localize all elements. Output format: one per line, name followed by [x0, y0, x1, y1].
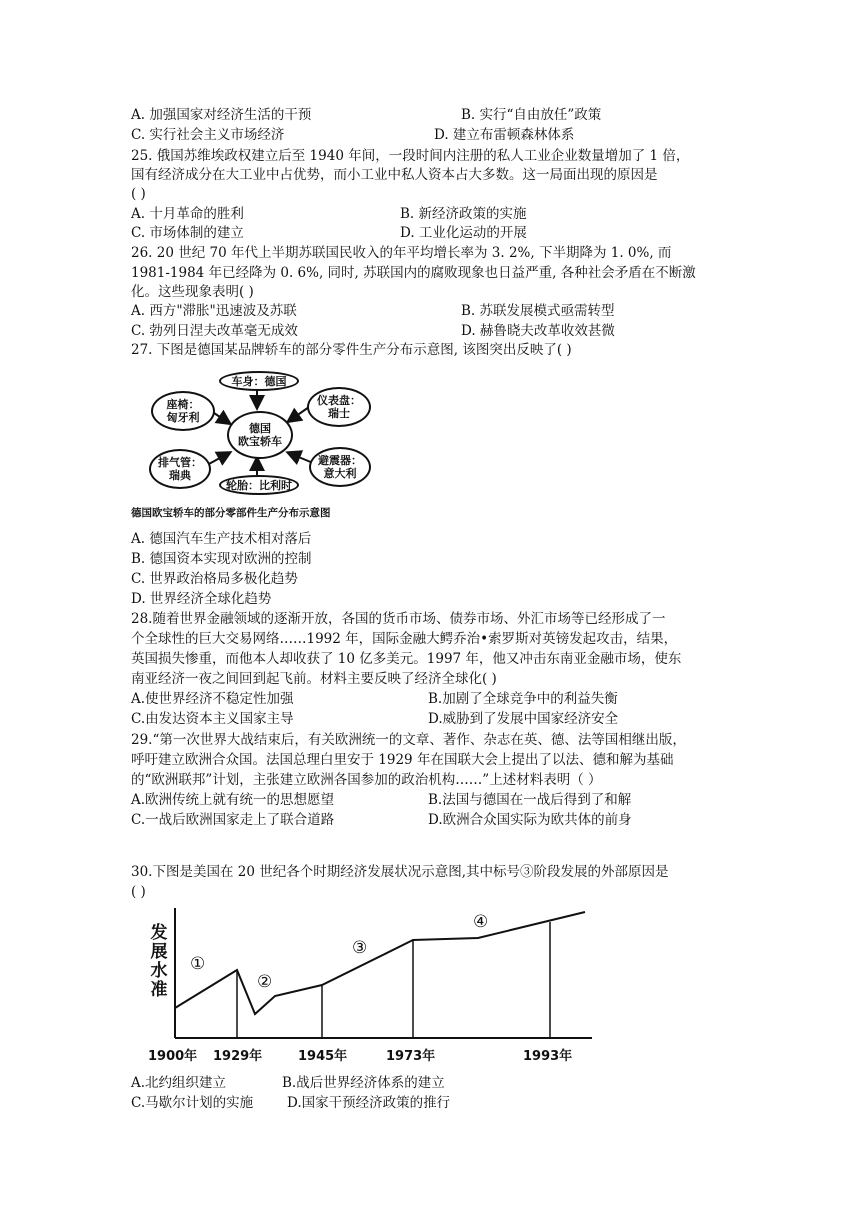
part-seat-hungary: 座椅： 匈牙利 [151, 391, 215, 431]
q29-option-d: D.欧洲合众国实际为欧共体的前身 [428, 812, 632, 828]
part-tire-belgium: 轮胎：比利时 [219, 475, 299, 495]
ylabel-char-2: 展 [150, 942, 168, 962]
q27-option-b: B. 德国资本实现对欧洲的控制 [131, 551, 312, 567]
chart-ylabel [148, 924, 170, 1000]
q24-option-c: C. 实行社会主义市场经济 [131, 127, 285, 143]
q29-option-a: A.欧洲传统上就有统一的思想愿望 [131, 792, 335, 808]
ylabel-char-3: 水 [150, 961, 168, 981]
q24-option-a: A. 加强国家对经济生活的干预 [131, 107, 312, 123]
year-1945: 1945年 [298, 1049, 348, 1064]
q26-option-d: D. 赫鲁晓夫改革收效甚微 [461, 323, 615, 339]
stage-label-1: ① [190, 954, 206, 974]
us-economy-chart [140, 900, 600, 1072]
q25-option-a: A. 十月革命的胜利 [131, 206, 244, 222]
stage-label-4: ④ [473, 912, 489, 932]
q25-stem-line2: 国有经济成分在大工业中占优势，而小工业中私人资本占大多数。这一局面出现的原因是 [131, 167, 658, 183]
q30-stem-line2: ( ) [131, 884, 146, 900]
q29-stem-line2: 呼吁建立欧洲合众国。法国总理白里安于 1929 年在国联大会上提出了以法、德和解为基础 [131, 752, 674, 768]
car-parts-diagram [131, 363, 401, 523]
q29-option-b: B.法国与德国在一战后得到了和解 [428, 792, 632, 808]
q27-option-a: A. 德国汽车生产技术相对落后 [131, 531, 312, 547]
q26-stem-line1: 26. 20 世纪 70 年代上半期苏联国民收入的年平均增长率为 3. 2%, 下半期降为 1. 0%, 而 [131, 245, 672, 261]
diagram-caption: 德国欧宝轿车的部分零部件生产分布示意图 [131, 507, 331, 519]
q29-stem-line1: 29.“第一次世界大战结束后，有关欧洲统一的文章、著作、杂志在英、德、法等国相继出版， [131, 732, 686, 748]
q28-option-d: D.威胁到了发展中国家经济安全 [428, 711, 619, 727]
part-body-germany: 车身：德国 [219, 371, 299, 391]
q25-stem-line1: 25. 俄国苏维埃政权建立后至 1940 年间，一段时间内注册的私人工业企业数量增加了 1 倍， [131, 148, 690, 164]
q28-stem-line4: 南亚经济一夜之间回到起飞前。材料主要反映了经济全球化( ) [131, 671, 497, 687]
q28-option-a: A.使世界经济不稳定性加强 [131, 691, 294, 707]
q26-stem-line3: 化。这些现象表明( ) [131, 284, 254, 300]
q26-option-c: C. 勃列日涅夫改革毫无成效 [131, 323, 298, 339]
q28-option-c: C.由发达资本主义国家主导 [131, 711, 294, 727]
q27-option-d: D. 世界经济全球化趋势 [131, 591, 272, 607]
q25-option-b: B. 新经济政策的实施 [400, 206, 527, 222]
year-1929: 1929年 [213, 1049, 263, 1064]
q28-stem-line3: 英国损失惨重，而他本人却收获了 10 亿多美元。1997 年，他又冲击东南亚金融市场，使东 [131, 651, 682, 667]
ylabel-char-4: 准 [150, 980, 168, 1000]
part-dashboard-switzerland: 仪表盘： 瑞士 [307, 387, 371, 427]
stage-label-3: ③ [352, 938, 368, 958]
q24-option-d: D. 建立布雷顿森林体系 [434, 127, 575, 143]
part-exhaust-sweden: 排气管： 瑞典 [149, 449, 211, 489]
q30-stem-line1: 30.下图是美国在 20 世纪各个时期经济发展状况示意图,其中标号③阶段发展的外部原因是 [131, 864, 669, 880]
year-1993: 1993年 [523, 1049, 573, 1064]
stage-label-2: ② [257, 972, 273, 992]
part-shock-absorber-italy: 避震器： 意大利 [309, 447, 371, 487]
q26-option-b: B. 苏联发展模式亟需转型 [461, 303, 615, 319]
ylabel-char-1: 发 [150, 923, 168, 943]
q30-option-a: A.北约组织建立 [131, 1075, 227, 1091]
q25-option-d: D. 工业化运动的开展 [400, 225, 527, 241]
year-1973: 1973年 [386, 1049, 436, 1064]
q27-stem: 27. 下图是德国某品牌轿车的部分零件生产分布示意图, 该图突出反映了( ) [131, 342, 572, 358]
q29-option-c: C.一战后欧洲国家走上了联合道路 [131, 812, 335, 828]
q25-option-c: C. 市场体制的建立 [131, 225, 244, 241]
q30-option-b: B.战后世界经济体系的建立 [282, 1075, 445, 1091]
q30-option-c: C.马歇尔计划的实施 [131, 1095, 254, 1111]
q29-stem-line3: 的“欧洲联邦”计划，主张建立欧洲各国参加的政治机构……”上述材料表明（ ） [131, 772, 602, 788]
year-1900: 1900年 [148, 1049, 198, 1064]
q25-stem-line3: ( ) [131, 186, 146, 202]
q27-option-c: C. 世界政治格局多极化趋势 [131, 571, 298, 587]
diagram-center-opel: 德国 欧宝轿车 [227, 411, 293, 459]
q28-option-b: B.加剧了全球竞争中的利益失衡 [428, 691, 618, 707]
q28-stem-line2: 个全球性的巨大交易网络……1992 年，国际金融大鳄乔治•索罗斯对英镑发起攻击，结果， [131, 631, 678, 647]
q30-option-d: D.国家干预经济政策的推行 [287, 1095, 451, 1111]
q26-stem-line2: 1981-1984 年已经降为 0. 6%, 同时, 苏联国内的腐败现象也日益严重, 各种社会矛盾在不断激 [131, 265, 696, 281]
q26-option-a: A. 西方"滞胀"迅速波及苏联 [131, 303, 297, 319]
q28-stem-line1: 28.随着世界金融领域的逐渐开放，各国的货币市场、债券市场、外汇市场等已经形成了一 [131, 611, 666, 627]
q24-option-b: B. 实行“自由放任”政策 [461, 107, 602, 123]
